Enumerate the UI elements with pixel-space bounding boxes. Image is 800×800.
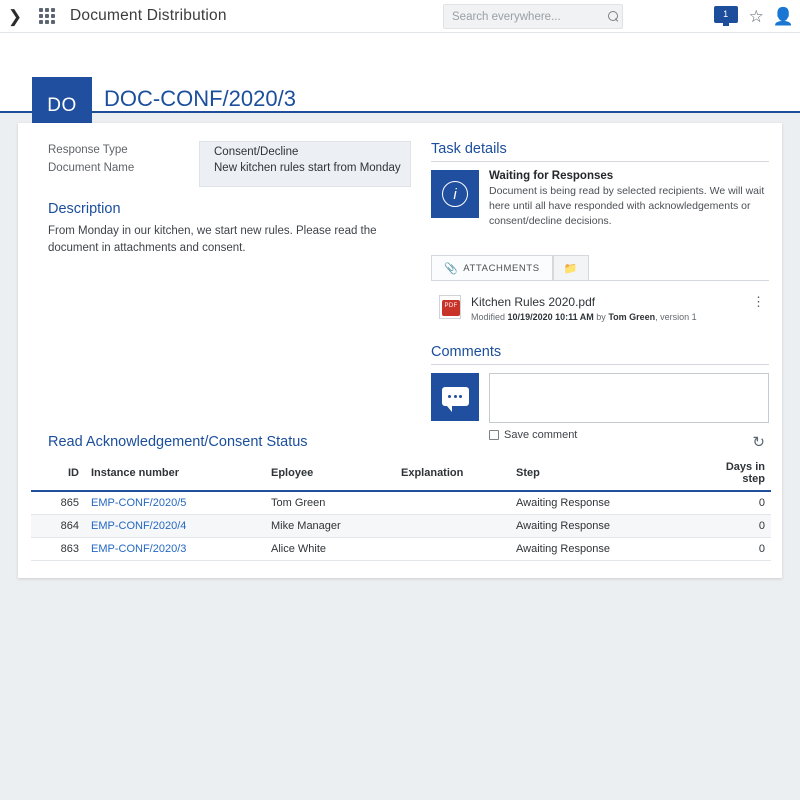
comment-input[interactable]: [490, 374, 768, 422]
star-icon[interactable]: ☆: [748, 7, 764, 26]
status-section: [31, 433, 771, 561]
response-type-value: Consent/Decline: [214, 146, 299, 158]
column-header-id[interactable]: ID: [31, 457, 85, 491]
page-header: [0, 33, 800, 116]
cell-id: 864: [31, 515, 85, 538]
pdf-icon: [439, 295, 461, 319]
divider: [431, 161, 769, 162]
column-header-explanation[interactable]: Explanation: [395, 457, 510, 491]
comments-title: Comments: [431, 343, 502, 360]
kebab-menu-icon[interactable]: ⋮: [752, 293, 765, 309]
cell-id: 863: [31, 538, 85, 561]
search-box[interactable]: [443, 4, 623, 29]
description-title: Description: [48, 201, 121, 217]
tab-attachments-label: ATTACHMENTS: [463, 262, 540, 274]
document-avatar: DO: [32, 77, 92, 135]
app-title: Document Distribution: [70, 7, 227, 24]
cell-explanation: [395, 491, 510, 515]
attachment-meta-version: , version 1: [655, 311, 697, 322]
status-title: Read Acknowledgement/Consent Status: [48, 434, 308, 450]
main-card: [18, 123, 782, 578]
cell-days: 0: [710, 515, 771, 538]
document-fields: [31, 141, 411, 189]
paperclip-icon: 📎: [444, 262, 459, 275]
attachment-name[interactable]: Kitchen Rules 2020.pdf: [471, 294, 596, 309]
info-circle-icon: i: [431, 170, 479, 218]
cell-days: 0: [710, 538, 771, 561]
cell-step: Awaiting Response: [510, 515, 710, 538]
pdf-badge-label: PDF: [444, 302, 458, 309]
document-details-panel: [31, 141, 411, 256]
cell-employee: Alice White: [265, 538, 395, 561]
app-grid-icon[interactable]: [30, 0, 64, 33]
task-status-description: Document is being read by selected recipients. We will wait here until all have responded with acknowledgements or consent/decline decisions.: [489, 185, 765, 227]
comment-input-box[interactable]: [489, 373, 769, 423]
column-header-employee[interactable]: Eployee: [265, 457, 395, 491]
cell-id: 865: [31, 491, 85, 515]
search-icon[interactable]: [608, 11, 619, 22]
folder-icon: 📁: [563, 262, 579, 275]
cell-employee: Tom Green: [265, 491, 395, 515]
document-name-label: Document Name: [48, 162, 135, 174]
cell-days: 0: [710, 491, 771, 515]
table-row[interactable]: [31, 491, 771, 515]
table-row[interactable]: [31, 538, 771, 561]
attachment-meta-author: Tom Green: [608, 311, 656, 322]
column-header-step[interactable]: Step: [510, 457, 710, 491]
status-header: [31, 433, 771, 451]
task-details-title: Task details: [431, 141, 507, 157]
comments-section: [431, 344, 769, 441]
cell-instance-link[interactable]: EMP-CONF/2020/3: [91, 543, 187, 555]
attachment-meta: [471, 312, 697, 322]
attachment-item[interactable]: [431, 295, 769, 322]
cell-instance-link[interactable]: EMP-CONF/2020/5: [91, 497, 187, 509]
notifications-button[interactable]: [714, 6, 740, 28]
refresh-icon[interactable]: ↻: [752, 434, 765, 451]
cell-employee: Mike Manager: [265, 515, 395, 538]
save-comment-label: Save comment: [504, 428, 578, 441]
document-values-box: [199, 141, 411, 187]
cell-step: Awaiting Response: [510, 491, 710, 515]
cell-explanation: [395, 538, 510, 561]
attachment-tabs: [431, 255, 769, 281]
attachment-meta-by: by: [596, 311, 606, 322]
cell-step: Awaiting Response: [510, 538, 710, 561]
comment-input-row: [431, 373, 769, 423]
document-name-value: New kitchen rules start from Monday: [214, 162, 401, 174]
cell-explanation: [395, 515, 510, 538]
tab-attachments[interactable]: [431, 255, 553, 280]
top-bar-actions: [714, 0, 794, 33]
column-header-instance[interactable]: Instance number: [85, 457, 265, 491]
attachment-meta-date: 10/19/2020 10:11 AM: [507, 311, 594, 322]
task-status: [431, 170, 769, 229]
column-header-days[interactable]: Days in step: [710, 457, 771, 491]
user-icon[interactable]: 👤: [772, 7, 794, 26]
page-title: DOC-CONF/2020/3: [104, 86, 296, 111]
table-row[interactable]: [31, 515, 771, 538]
comment-bubble-icon: [431, 373, 479, 421]
table-header-row: [31, 457, 771, 491]
task-details-panel: [431, 141, 769, 441]
search-input[interactable]: [450, 10, 608, 24]
description-body: From Monday in our kitchen, we start new rules. Please read the document in attachments and consent.: [48, 225, 377, 254]
chevron-right-icon[interactable]: ❯: [7, 6, 23, 26]
tab-folder[interactable]: [553, 255, 589, 280]
top-bar: [0, 0, 800, 33]
task-status-title: Waiting for Responses: [489, 170, 614, 182]
cell-instance-link[interactable]: EMP-CONF/2020/4: [91, 520, 187, 532]
status-table: [31, 457, 771, 561]
notification-badge: 1: [723, 9, 729, 19]
attachment-meta-prefix: Modified: [471, 311, 506, 322]
response-type-label: Response Type: [48, 144, 128, 156]
divider: [431, 364, 769, 365]
table-body: [31, 491, 771, 561]
